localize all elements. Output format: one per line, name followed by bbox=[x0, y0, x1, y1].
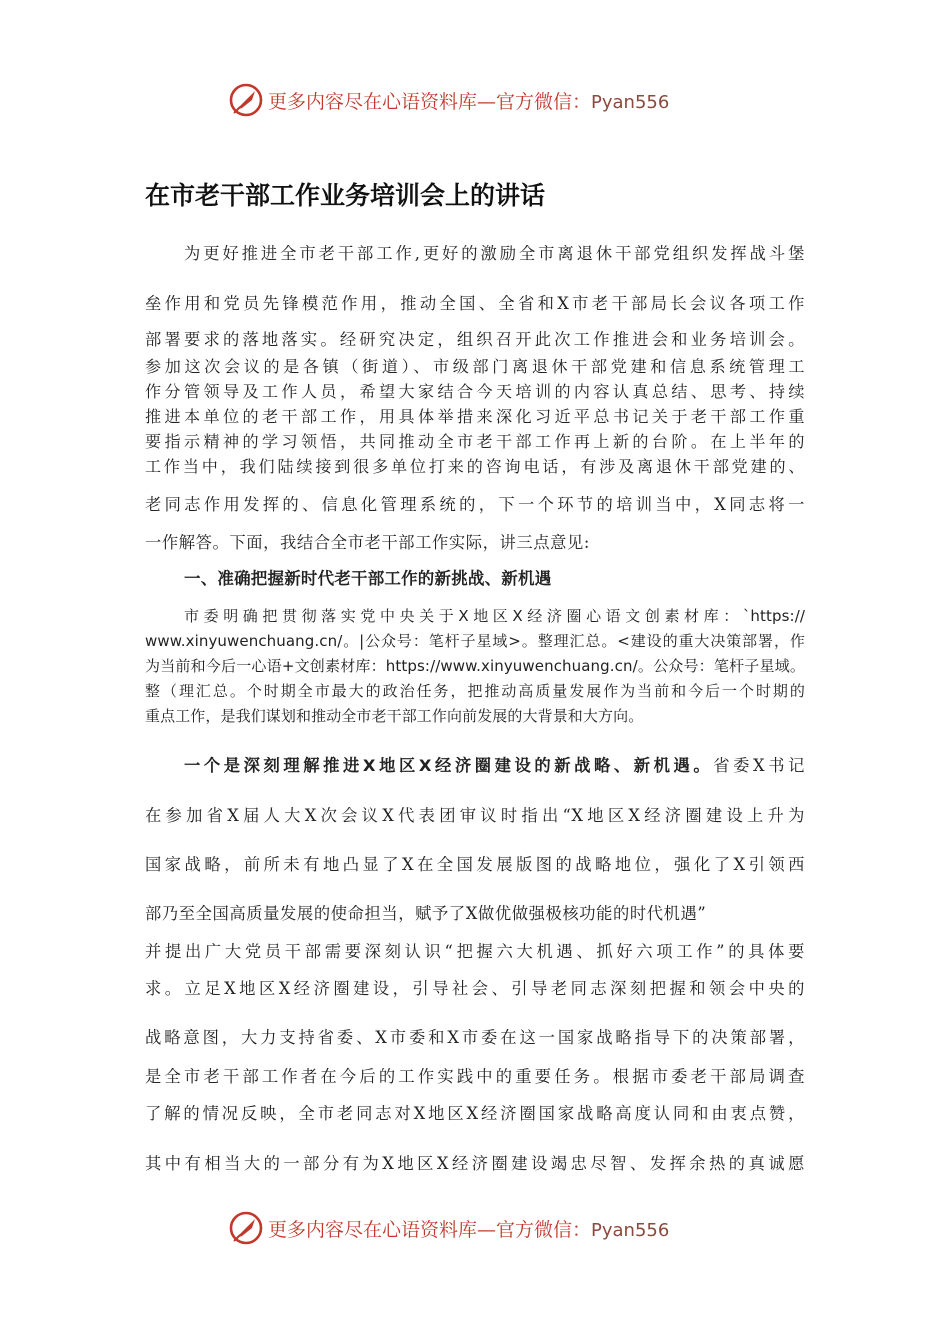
footer-banner bbox=[228, 1210, 748, 1246]
page-title: 在市老干部工作业务培训会上的讲话 bbox=[145, 181, 546, 210]
body-line: 国家战略，前所未有地凸显了X在全国发展版图的战略地位，强化了X引领西 bbox=[145, 855, 805, 874]
body-line: 其中有相当大的一部分有为X地区X经济圈建设竭忠尽智、发挥余热的真诚愿 bbox=[145, 1154, 805, 1173]
body-line: www.xinyuwenchuang.cn/。|公众号：笔杆子星域>。整理汇总。<建设的重大决策部署，作 bbox=[145, 632, 805, 650]
body-line: 参加这次会议的是各镇（街道）、市级部门离退休干部党建和信息系统管理工 bbox=[145, 357, 805, 376]
banner-text bbox=[268, 87, 669, 114]
bold-lead: 一个是深刻理解推进X地区X经济圈建设的新战略、新机遇。 bbox=[184, 756, 714, 775]
section-heading: 一、准确把握新时代老干部工作的新挑战、新机遇 bbox=[184, 569, 552, 588]
body-line: 部署要求的落地落实。经研究决定，组织召开此次工作推进会和业务培训会。 bbox=[145, 330, 805, 349]
banner-label: 更多内容尽在心语资料库—官方微信： bbox=[268, 91, 592, 113]
body-line: 整（理汇总。个时期全市最大的政治任务，把推动高质量发展作为当前和今后一个时期的 bbox=[145, 682, 805, 700]
header-banner bbox=[228, 82, 748, 118]
banner-text bbox=[268, 1215, 669, 1242]
quill-logo-icon bbox=[228, 1210, 264, 1246]
body-line bbox=[184, 756, 805, 776]
body-line: 重点工作，是我们谋划和推动全市老干部工作向前发展的大背景和大方向。 bbox=[145, 707, 644, 725]
body-line: 战略意图，大力支持省委、X市委和X市委在这一国家战略指导下的决策部署， bbox=[145, 1028, 805, 1047]
body-line: 老同志作用发挥的、信息化管理系统的，下一个环节的培训当中，X同志将一 bbox=[145, 495, 805, 514]
banner-wechat-id: Pyan556 bbox=[591, 92, 670, 113]
body-line: 并提出广大党员干部需要深刻认识“把握六大机遇、抓好六项工作”的具体要 bbox=[145, 942, 805, 961]
body-line: 要指示精神的学习领悟，共同推动全市老干部工作再上新的台阶。在上半年的 bbox=[145, 432, 805, 451]
body-line: 在参加省X届人大X次会议X代表团审议时指出“X地区X经济圈建设上升为 bbox=[145, 806, 805, 825]
body-line: 作分管领导及工作人员，希望大家结合今天培训的内容认真总结、思考、持续 bbox=[145, 382, 805, 401]
body-line: 部乃至全国高质量发展的使命担当，赋予了X做优做强极核功能的时代机遇” bbox=[145, 904, 707, 923]
body-line: 市委明确把贯彻落实党中央关于X地区X经济圈心语文创素材库：`https:// bbox=[184, 607, 805, 625]
body-line: 推进本单位的老干部工作，用具体举措来深化习近平总书记关于老干部工作重 bbox=[145, 407, 805, 426]
banner-wechat-id: Pyan556 bbox=[591, 1220, 670, 1241]
body-line: 是全市老干部工作者在今后的工作实践中的重要任务。根据市委老干部局调查 bbox=[145, 1067, 805, 1086]
body-line: 了解的情况反映，全市老同志对X地区X经济圈国家战略高度认同和由衷点赞， bbox=[145, 1104, 805, 1123]
quill-logo-icon bbox=[228, 82, 264, 118]
banner-label: 更多内容尽在心语资料库—官方微信： bbox=[268, 1219, 592, 1241]
body-line: 一作解答。下面，我结合全市老干部工作实际，讲三点意见: bbox=[145, 533, 591, 552]
body-line: 为更好推进全市老干部工作,更好的激励全市离退休干部党组织发挥战斗堡 bbox=[184, 244, 805, 263]
body-line: 求。立足X地区X经济圈建设，引导社会、引导老同志深刻把握和领会中央的 bbox=[145, 979, 805, 998]
body-line: 工作当中，我们陆续接到很多单位打来的咨询电话，有涉及离退休干部党建的、 bbox=[145, 457, 805, 476]
body-line: 垒作用和党员先锋模范作用，推动全国、全省和X市老干部局长会议各项工作 bbox=[145, 294, 805, 313]
lead-rest: 省委X书记 bbox=[713, 756, 806, 775]
body-line: 为当前和今后一心语+文创素材库：https://www.xinyuwenchuang.cn/。公众号：笔杆子星域。 bbox=[145, 657, 805, 675]
